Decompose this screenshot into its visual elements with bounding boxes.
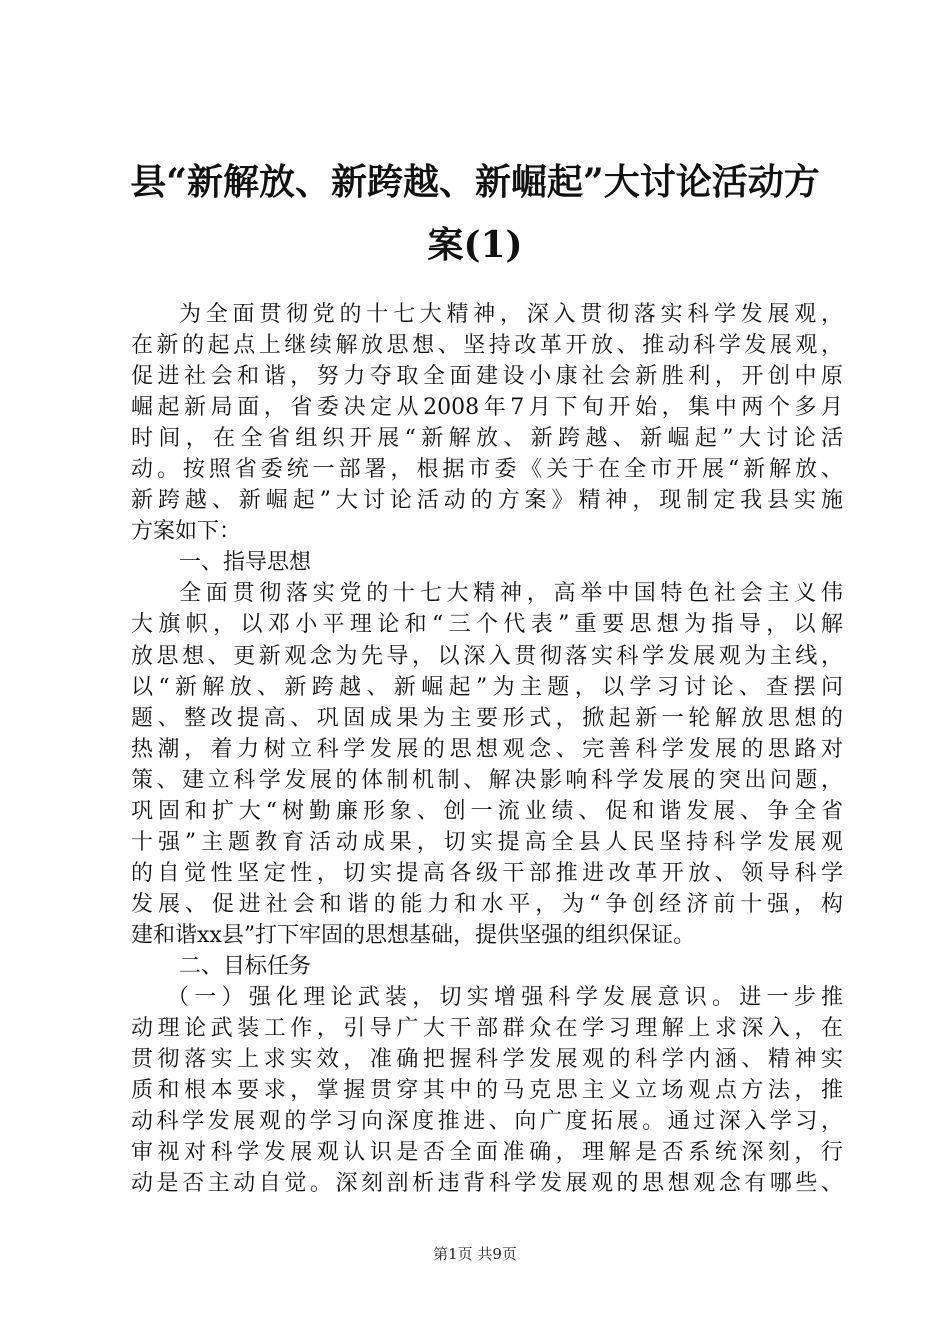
section-heading-goals-tasks: 二、目标任务 (179, 953, 312, 979)
body-line: 方案如下： (131, 519, 242, 545)
body-line: 新跨越、新崛起”大讨论活动的方案》精神，现制定我县实施 (131, 488, 843, 514)
body-line: 促进社会和谐，努力夺取全面建设小康社会新胜利，开创中原 (131, 364, 843, 390)
body-line: 以“新解放、新跨越、新崛起”为主题，以学习讨论、查摆问 (131, 674, 843, 700)
body-line: 动。按照省委统一部署，根据市委《关于在全市开展“新解放、 (131, 457, 843, 483)
body-line: 的自觉性坚定性，切实提高各级干部推进改革开放、领导科学 (131, 860, 843, 886)
section-heading-guiding-thought: 一、指导思想 (179, 550, 312, 576)
document-title-line-1: 县“新解放、新跨越、新崛起”大讨论活动方 (130, 161, 820, 203)
body-line: 质和根本要求，掌握贯穿其中的马克思主义立场观点方法，推 (131, 1078, 843, 1104)
body-line: 题、整改提高、巩固成果为主要形式，掀起新一轮解放思想的 (131, 705, 843, 731)
document-body (131, 299, 843, 1199)
body-line: 动理论武装工作，引导广大干部群众在学习理解上求深入，在 (131, 1016, 843, 1042)
body-line: 全面贯彻落实党的十七大精神，高举中国特色社会主义伟 (179, 581, 843, 607)
body-line: 崛起新局面，省委决定从2008年7月下旬开始，集中两个多月 (131, 395, 843, 421)
body-line: （一）强化理论武装，切实增强科学发展意识。进一步推 (167, 985, 843, 1011)
body-line: 建和谐xx县”打下牢固的思想基础，提供坚强的组织保证。 (131, 922, 696, 948)
body-line: 策、建立科学发展的体制机制、解决影响科学发展的突出问题， (131, 767, 843, 793)
body-line: 十强”主题教育活动成果，切实提高全县人民坚持科学发展观 (131, 829, 843, 855)
body-line: 时间，在全省组织开展“新解放、新跨越、新崛起”大讨论活 (131, 426, 843, 452)
body-line: 巩固和扩大“树勤廉形象、创一流业绩、促和谐发展、争全省 (131, 798, 843, 824)
body-line: 放思想、更新观念为先导，以深入贯彻落实科学发展观为主线， (131, 643, 843, 669)
body-line: 审视对科学发展观认识是否全面准确，理解是否系统深刻，行 (131, 1140, 843, 1166)
document-title-line-2: 案(1) (427, 224, 523, 266)
body-line: 热潮，着力树立科学发展的思想观念、完善科学发展的思路对 (131, 736, 843, 762)
body-line: 贯彻落实上求实效，准确把握科学发展观的科学内涵、精神实 (131, 1047, 843, 1073)
body-line: 发展、促进社会和谐的能力和水平，为“争创经济前十强，构 (131, 891, 843, 917)
body-line: 在新的起点上继续解放思想、坚持改革开放、推动科学发展观， (131, 333, 843, 359)
body-line: 为全面贯彻党的十七大精神，深入贯彻落实科学发展观， (179, 302, 843, 327)
page-number-footer: 第1页 共9页 (433, 1245, 517, 1263)
body-line: 动科学发展观的学习向深度推进、向广度拓展。通过深入学习， (131, 1109, 843, 1135)
body-line: 动是否主动自觉。深刻剖析违背科学发展观的思想观念有哪些、 (131, 1171, 843, 1197)
body-line: 大旗帜，以邓小平理论和“三个代表”重要思想为指导，以解 (131, 612, 843, 638)
